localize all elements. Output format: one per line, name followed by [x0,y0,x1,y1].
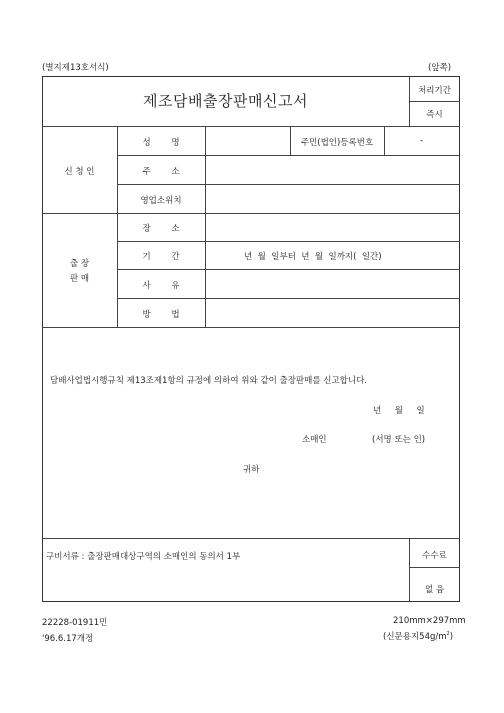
revision-date: '96.6.17개정 [42,634,94,644]
method-label: 방 법 [142,310,180,320]
processing-period-value: 즉시 [426,110,443,120]
processing-period-label: 처리기간 [418,86,451,96]
retailer-label: 소매인 [302,435,327,445]
reason-label: 사 유 [142,281,180,291]
address-label: 주 소 [142,167,180,177]
form-title: 제조담배출장판매신고서 [143,92,308,110]
signature-note: (서명 또는 인) [372,435,426,445]
paper-size: 210mm×297mm [393,616,466,626]
fee-label: 수수료 [422,551,447,561]
address-field[interactable] [206,156,459,183]
declaration-text: 담배사업법시행규칙 제13조제1항의 규정에 의하여 위와 같이 출장판매를 신고합니다. [50,376,368,386]
business-location-field[interactable] [206,185,459,212]
declaration-date: 년 월 일 [373,406,425,416]
fee-value: 없 음 [424,585,445,595]
registration-number-field[interactable] [385,127,459,154]
required-documents: 구비서류 : 출장판매대상구역의 소매인의 동의서 1부 [46,552,241,562]
addressee: 귀하 [243,465,260,475]
business-location-label: 영업소위치 [140,196,182,206]
sale-group-label-line1: 출 장 [69,259,90,269]
reason-field[interactable] [206,270,459,297]
period-label: 기 간 [142,252,180,262]
name-label: 성 명 [142,138,180,148]
period-text: 년 월 일부터 년 월 일까지( 일간) [244,252,382,262]
sale-group-label-line2: 판 매 [69,274,90,284]
registration-number-dash: - [420,136,424,146]
place-field[interactable] [206,214,459,240]
page-side: (앞쪽) [428,63,452,73]
applicant-group-label: 신 청 인 [64,167,95,177]
name-field[interactable] [206,127,289,154]
form-code: 22228-01911민 [42,618,108,628]
paper-spec: (신문용지$54g/m^2$) [383,631,454,642]
method-field[interactable] [206,299,459,326]
place-label: 장 소 [142,224,180,234]
registration-number-label: 주민(법인)등록번호 [300,138,374,148]
form-number: (별지제13호서식) [42,63,109,73]
